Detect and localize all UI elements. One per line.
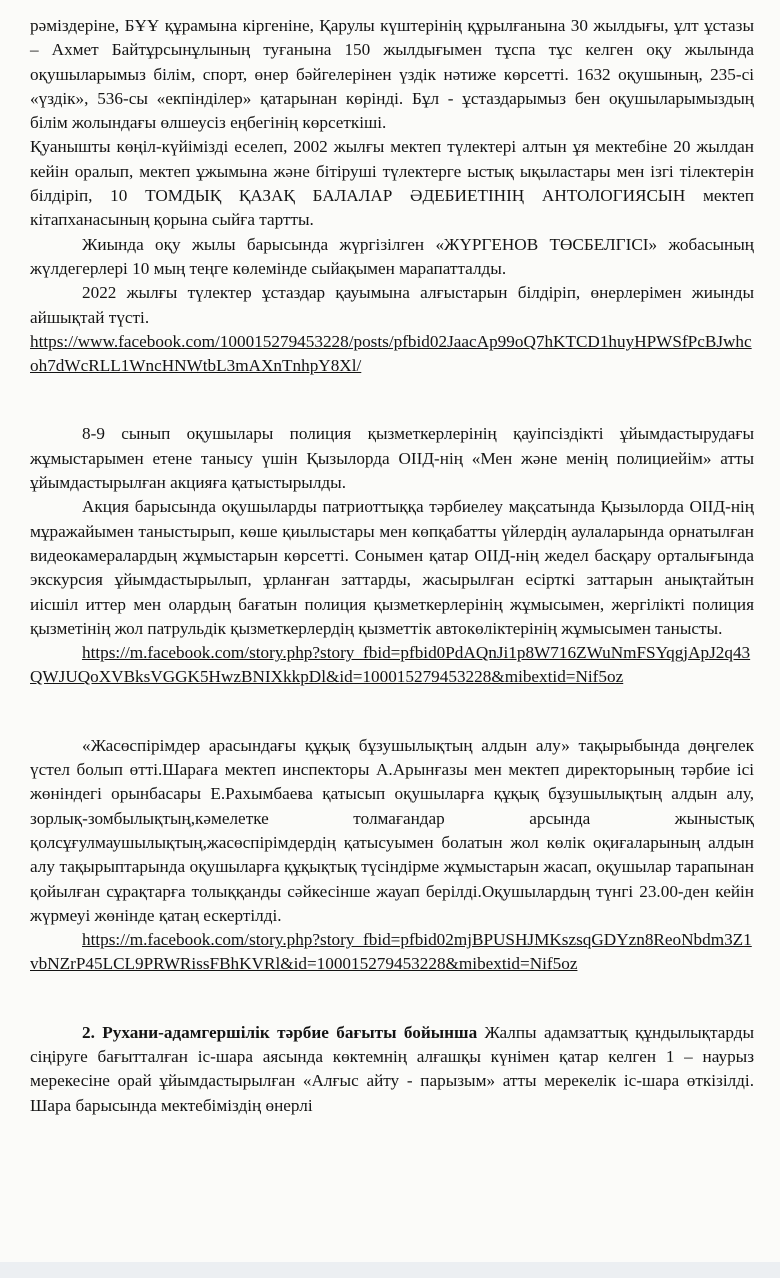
paragraph-award: Жиында оқу жылы барысында жүргізілген «ЖҮРГЕНОВ ТӨСБЕЛГІСІ» жобасының жүлдегерлері 10 мың теңге көлемінде сыйақымен марапатталды.	[30, 234, 754, 278]
spacer	[30, 378, 754, 422]
spacer	[30, 977, 754, 1021]
paragraph-police-intro: 8-9 сынып оқушылары полиция қызметкерлерінің қауіпсіздікті ұйымдастырудағы жұмыстарымен етене танысу үшін Қызылорда ОІІД-нің «Мен және менің полициейім» атты ұйымдастырылған акцияға қатыстырылды.	[30, 424, 754, 493]
section-heading: 2. Рухани-адамгершілік тәрбие бағыты бойынша	[82, 1022, 478, 1042]
paragraph-spiritual-text: Жалпы адамзаттық құндылықтарды сіңіруге бағытталған іс-шара аясында көктемнің алғашқы күнімен қатар келген 1 – наурыз мерекесіне орай ұйымдастырылған «Алғыс айту - парызым» атты мерекелік іс-шара өткізілді. Шара барысында мектебіміздің өнерлі	[30, 1022, 754, 1115]
paragraph-round-table: «Жасөспірімдер арасындағы құқық бұзушылықтың алдын алу» тақырыбында дөңгелек үстел болып өтті.Шараға мектеп инспекторы А.Арынғазы мен мектеп директорының тәрбие ісі жөніндегі орынбасары Е.Рахымбаева қатысып оқушыларға құқық бұзушылықтың алдын алу, зорлық-зомбылықтың,кәмелетке толмағандар арсында жыныстық қолсұғулмаушылықтың,жасөспірімдердің қатысуымен болатын жол көлік оқиғаларының алдын алу тақырыптарында оқушыларға құқықтық түсіндірме жұмыстарын жасап, оқушылар тарапынан қойылған сұрақтарға толыққанды сәйкесінше жауап берілді.Оқушылардың түнгі 23.00-ден кейін жүрмеуі жөнінде қатаң ескертілді.	[30, 735, 754, 925]
paragraph-spiritual	[30, 1021, 754, 1118]
section-police-action	[30, 422, 754, 689]
facebook-link-3[interactable]: https://m.facebook.com/story.php?story_fbid=pfbid02mjBPUSHJMKszsqGDYzn8ReoNbdm3Z1vbNZrP45LCL9PRWRissFBhKVRl&id=100015279453228&mibextid=Nif5oz	[30, 930, 752, 974]
paragraph-alumni-gift: Қуанышты көңіл-күйімізді еселеп, 2002 жылғы мектеп түлектері алтын ұя мектебіне 20 жылдан кейін оралып, мектеп ұжымына және бітіруші түлектерге ыстық ықыластары мен ізгі тілектерін білдіріп, 10 ТОМДЫҚ ҚАЗАҚ БАЛАЛАР ӘДЕБИЕТІНІҢ АНТОЛОГИЯСЫН мектеп кітапханасының қорына сыйға тартты.	[30, 137, 754, 230]
paragraph-police-details: Акция барысында оқушыларды патриоттыққа тәрбиелеу мақсатында Қызылорда ОІІД-нің мұражайымен таныстырып, көше қиылыстары мен көпқабатты үйлердің аулаларында орнатылған видеокамералардың жұмыстарын көрсетті. Сонымен қатар ОІІД-нің жедел басқару орталығында экскурсия ұйымдастырылып, ұрланған заттарды, жасырылған есірткі заттарын анықтайтын иісшіл иттер мен олардың бағатын полиция қызметкерлерінің жұмысымен, жергілікті полиция қызметінің жол патрульдік қызметкерлердің қызметтік автокөліктерінің жұмысымен танысты.	[30, 497, 754, 638]
section-spiritual	[30, 1021, 754, 1118]
paragraph-achievements: рәміздеріне, БҰҰ құрамына кіргеніне, Қарулы күштерінің құрылғанына 30 жылдығы, ұлт ұстазы – Ахмет Байтұрсынұлының туғанына 150 жылдығымен тұспа тұс келген оқу жылында оқушыларымыз білім, спорт, өнер бәйгелерінен үздік нәтиже көрсетті. 1632 оқушының, 235-сі «үздік», 536-сы «екпінділер» қатарынан көрінді. Бұл - ұстаздарымыз бен оқушыларымыздың білім жолындағы өлшеусіз еңбегінің көрсеткіші.	[30, 16, 754, 133]
facebook-link-1[interactable]: https://www.facebook.com/100015279453228/posts/pfbid02JaacAp99oQ7hKTCD1huyHPWSfPcBJwhcoh7dWcRLL1WncHNWtbL3mAXnTnhpY8Xl/	[30, 331, 752, 376]
spacer	[30, 690, 754, 734]
bottom-strip	[0, 1262, 780, 1278]
section-achievements	[30, 14, 754, 378]
section-round-table	[30, 734, 754, 977]
facebook-link-2[interactable]: https://m.facebook.com/story.php?story_fbid=pfbid0PdAQnJi1p8W716ZWuNmFSYqgjApJ2q43QWJUQoXVBksVGGK5HwzBNIXkkpDl&id=100015279453228&mibextid=Nif5oz	[30, 643, 751, 687]
paragraph-graduates: 2022 жылғы түлектер ұстаздар қауымына алғыстарын білдіріп, өнерлерімен жиынды айшықтай түсті.	[30, 283, 754, 327]
